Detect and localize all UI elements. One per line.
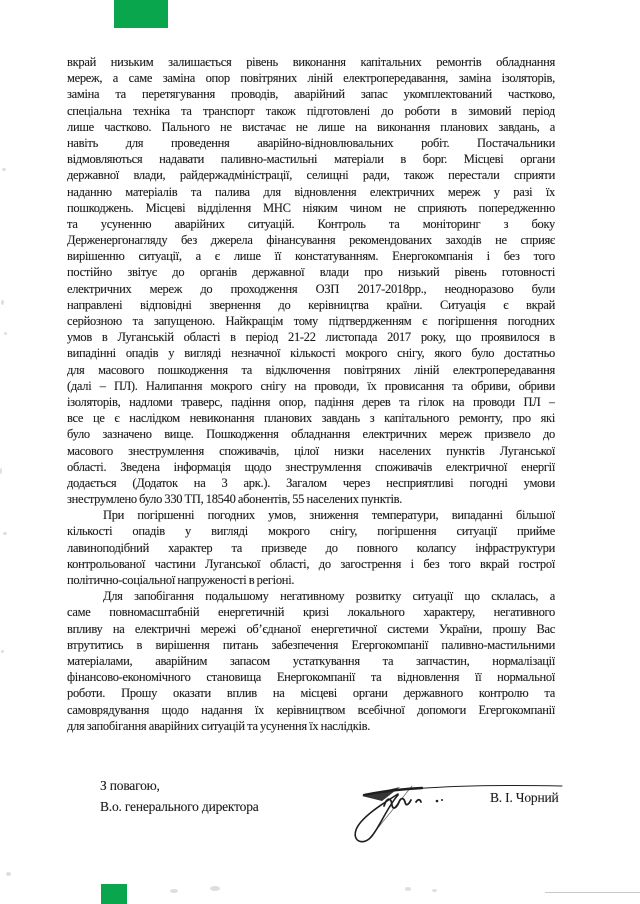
text-line: лише частково. Пального не вистачає не лише на виконання планових завдань, а — [67, 119, 555, 134]
text-line: серйозною та запущеною. Найкращім тому підтвердженням є погіршення погодних — [67, 314, 555, 328]
text-line: саме повномасштабній енергетичній кризі локального характеру, негативного — [67, 605, 555, 620]
text-line: матеріалами, аварійним запасом устаткування та запчастин, нормалізації — [67, 653, 555, 668]
text-line: роботи. Прошу оказати вплив на місцеві органи державного контролю та — [67, 686, 555, 701]
text-line: ізоляторів, надломи траверс, падіння опор, падіння дерев та гілок на проводи ПЛ – — [67, 394, 555, 409]
text-line: кількості опадів у вигляді мокрого снігу, погіршення ситуації прийме — [67, 524, 555, 539]
text-line: постійно звітує до органів державної влади про низький рівень готовності — [67, 265, 555, 280]
text-line: масового знеструмлення споживачів, цілої низки населених пунктів Луганської — [67, 443, 555, 458]
text-line: області. Зведена інформація щодо знеструмлення споживачів електричної енергії — [67, 459, 555, 474]
text-line: направлені відповідні звернення до керівництва країни. Ситуація є вкрай — [67, 297, 555, 312]
text-line: було зазначено вище. Пошкодження обладнання електричних мереж призвело до — [67, 427, 555, 442]
text-line: та усуненню аварійних ситуацій. Контроль та моніторинг з боку — [67, 216, 555, 231]
text-line: наданню матеріалів та палива для відновлення електричних мереж у разі їх — [67, 184, 555, 199]
scan-gap-top-patch — [114, 0, 168, 28]
text-line: навіть для проведення аварійно-відновлювальних робіт. Постачальники — [67, 135, 555, 150]
text-line: заміна та перетягування проводів, аварійний запас укомплектований частково, — [67, 87, 555, 102]
text-line: відмовляються надавати паливно-мастильні матеріали в борг. Місцеві органи — [67, 152, 555, 167]
signer-name: В. І. Чорний — [490, 790, 559, 805]
letter-body — [67, 54, 555, 734]
closing-block — [0, 768, 640, 888]
text-line: Держенергонагляду без джерела фінансування рекомендованих заходів не сприяє — [67, 233, 555, 248]
text-line: При погіршенні погодних умов, зниження температури, випаданні більшої — [103, 508, 555, 523]
text-line: знеструмлено було 330 ТП, 18540 абонентів, 55 населених пунктів. — [67, 492, 403, 507]
text-line: політично-соціальної напруженості в регіоні. — [67, 573, 295, 587]
text-line: контрольованої частини Луганської області, до загострення і без того вкрай гострої — [67, 556, 555, 571]
text-line: умов в Луганській області в період 21-22 листопада 2017 року, що проявилося в — [67, 330, 555, 345]
text-line: випадінні опадів у вигляді незначної кількості мокрого снігу, якого було достатньо — [67, 346, 555, 361]
text-line: для масового пошкодження та відключення повітряних ліній електропередавання — [67, 362, 555, 377]
text-line: електричних мереж до проходження ОЗП 2017-2018рр., неодноразово були — [67, 281, 555, 296]
text-line: мереж, а саме заміна опор повітряних ліній електропередавання, заміна ізоляторів, — [67, 71, 555, 86]
text-line: пошкоджень. Місцеві відділення МНС ніяким чином не сприяють попередженню — [67, 200, 555, 215]
text-line: для запобігання аварійних ситуацій та усунення їх наслідків. — [67, 718, 371, 733]
text-line: вирішенню ситуації, а є лише її констатуванням. Енергокомпанія і без того — [67, 249, 555, 264]
text-line: впливу на електричні мережі об’єднаної енергетичної системи України, прошу Вас — [67, 621, 555, 636]
text-line: (далі – ПЛ). Налипання мокрого снігу на проводи, їх провисання та обриви, обриви — [67, 378, 555, 393]
signature-ink — [348, 774, 568, 846]
text-line: все це є наслідком невиконання планових завдань з капітального ремонту, про які — [67, 411, 555, 426]
text-line: лавиноподібний характер та призведе до повного колапсу інфраструктури — [67, 540, 555, 555]
text-line: фінансово-економічного становища Енергокомпанії та відновлення її нормальної — [67, 670, 555, 685]
text-line: державної влади, райдержадміністрації, селищні ради, також перестали сприяти — [67, 168, 555, 183]
scan-streak — [545, 892, 640, 893]
text-line: втрутитись в вирішення питань забезпечення Егергокомпанії паливно-мастильними — [67, 637, 555, 652]
text-line: самоврядування щодо надання їх керівництвом всебічної допомоги Егергокомпанії — [67, 702, 555, 717]
text-line: Для запобігання подальшому негативному розвитку ситуації що склалась, а — [103, 589, 555, 604]
text-line: вкрай низьким залишається рівень виконання капітальних ремонтів обладнання — [67, 55, 555, 69]
salutation: З повагою, — [100, 778, 160, 793]
text-line: додається (Додаток на 3 арк.). Загалом через несприятливі погодні умови — [67, 475, 555, 490]
text-line: спеціальна техніка та транспорт також підготовлені до роботи в зимовий період — [67, 103, 555, 118]
signer-title: В.о. генерального директора — [100, 799, 259, 814]
